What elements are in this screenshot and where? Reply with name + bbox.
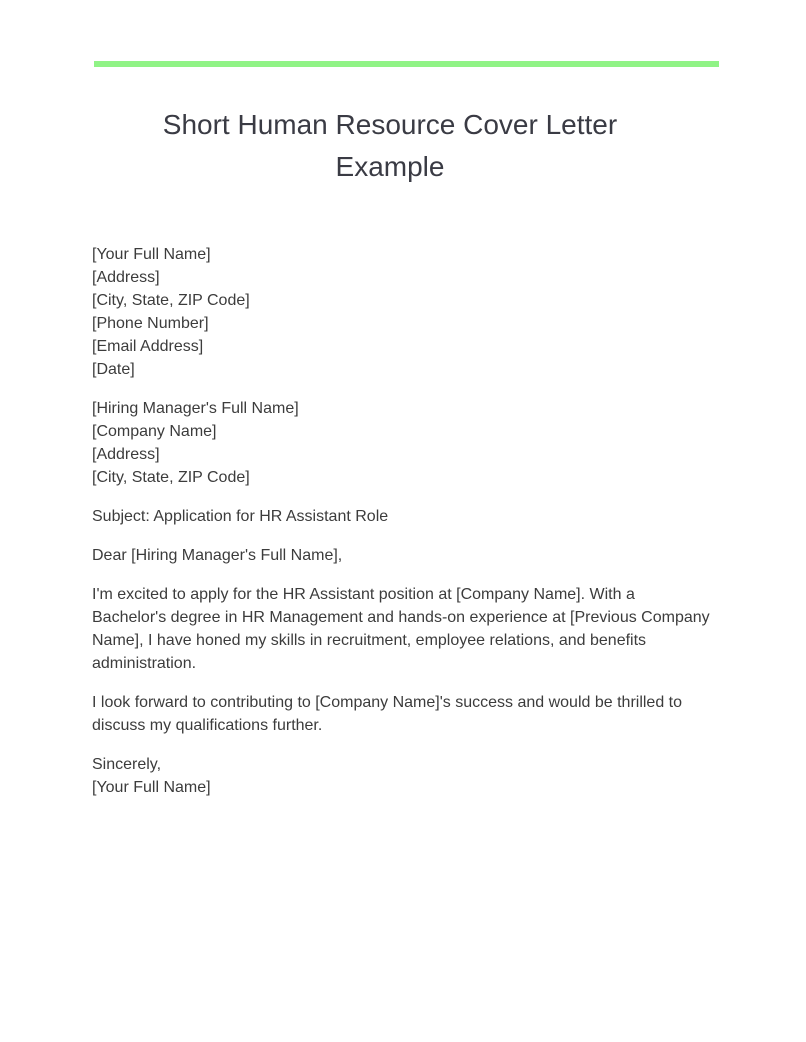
recipient-company: [Company Name]: [92, 423, 217, 440]
sender-name: [Your Full Name]: [92, 246, 211, 263]
page-title: Short Human Resource Cover Letter Example: [162, 109, 618, 182]
letter-date: [Date]: [92, 361, 135, 378]
sender-phone: [Phone Number]: [92, 315, 209, 332]
recipient-name: [Hiring Manager's Full Name]: [92, 400, 299, 417]
recipient-address-block: [92, 397, 712, 489]
sender-city-state-zip: [City, State, ZIP Code]: [92, 292, 250, 309]
signature-name: [Your Full Name]: [92, 779, 211, 796]
closing-block: [92, 753, 712, 799]
sender-email: [Email Address]: [92, 338, 204, 355]
cover-letter: [92, 243, 712, 815]
subject-line: Subject: Application for HR Assistant Role: [92, 508, 389, 525]
recipient-address: [Address]: [92, 446, 160, 463]
valediction: Sincerely,: [92, 756, 162, 773]
body-paragraph-intro: I'm excited to apply for the HR Assistant position at [Company Name]. With a Bachelor's degree in HR Management and hands-on experience at [Previous Company Name], I have honed my skills in recruitment, employee relations, and benefits administration.: [92, 586, 710, 672]
top-accent-bar: [94, 61, 719, 67]
salutation: Dear [Hiring Manager's Full Name],: [92, 547, 343, 564]
recipient-city-state-zip: [City, State, ZIP Code]: [92, 469, 250, 486]
sender-address-block: [92, 243, 712, 381]
sender-address: [Address]: [92, 269, 160, 286]
body-paragraph-closing: I look forward to contributing to [Company Name]'s success and would be thrilled to discuss my qualifications further.: [92, 694, 683, 734]
